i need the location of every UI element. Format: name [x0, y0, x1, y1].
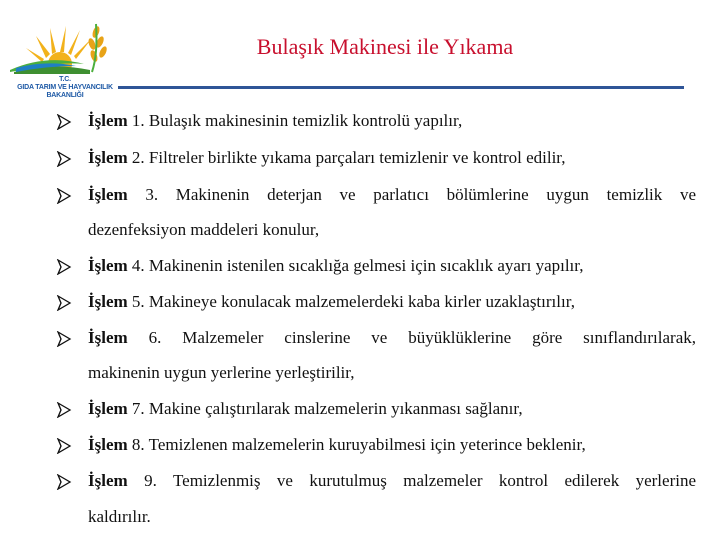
step-label: İşlem	[88, 399, 128, 418]
step-number: 4.	[131, 256, 145, 275]
step-item	[56, 255, 696, 277]
step-number: 3.	[145, 185, 159, 204]
step-label: İşlem	[88, 111, 128, 130]
step-description: Makinenin istenilen sıcaklığa gelmesi için sıcaklık ayarı yapılır,	[148, 256, 584, 275]
step-number: 6.	[148, 328, 162, 347]
step-text	[56, 110, 696, 132]
step-description: Temizlenmiş ve kurutulmuş malzemeler kontrol edilerek yerlerine	[172, 471, 697, 490]
step-label: İşlem	[88, 471, 128, 490]
step-item	[56, 327, 696, 349]
step-label: İşlem	[88, 328, 128, 347]
step-item	[56, 147, 696, 169]
logo-text-ministry: GIDA TARIM VE HAYVANCILIK	[17, 84, 113, 91]
step-label: İşlem	[88, 292, 128, 311]
step-number: 1.	[131, 111, 145, 130]
step-text	[56, 470, 696, 492]
step-text	[56, 398, 696, 420]
step-item	[56, 291, 696, 313]
step-item	[56, 434, 696, 456]
step-number: 8.	[131, 435, 145, 454]
step-number: 9.	[144, 471, 157, 490]
arrow-bullet-icon	[56, 147, 76, 169]
logo-emblem-icon	[6, 14, 124, 74]
step-continuation: kaldırılır.	[88, 507, 151, 526]
step-text	[56, 184, 696, 206]
arrow-bullet-icon	[56, 398, 76, 420]
step-continuation: makinenin uygun yerlerine yerleştirilir,	[88, 363, 355, 382]
logo-text-tc: T.C.	[59, 76, 71, 83]
step-number: 2.	[131, 148, 145, 167]
arrow-bullet-icon	[56, 184, 76, 206]
step-description: Makinenin deterjan ve parlatıcı bölümlerine uygun temizlik ve	[175, 185, 696, 204]
step-text	[56, 434, 696, 456]
step-item	[56, 184, 696, 206]
arrow-bullet-icon	[56, 255, 76, 277]
step-text	[56, 327, 696, 349]
arrow-bullet-icon	[56, 110, 76, 132]
step-number: 7.	[131, 399, 145, 418]
title-divider	[118, 86, 684, 89]
arrow-bullet-icon	[56, 470, 76, 492]
step-continuation: dezenfeksiyon maddeleri konulur,	[88, 220, 320, 239]
step-description: Malzemeler cinslerine ve büyüklüklerine göre sınıflandırılarak,	[182, 328, 696, 347]
step-label: İşlem	[88, 185, 128, 204]
step-description: Filtreler birlikte yıkama parçaları temizlenir ve kontrol edilir,	[148, 148, 566, 167]
step-label: İşlem	[88, 256, 128, 275]
arrow-bullet-icon	[56, 291, 76, 313]
arrow-bullet-icon	[56, 434, 76, 456]
step-text	[56, 291, 696, 313]
step-text	[56, 147, 696, 169]
step-label: İşlem	[88, 435, 128, 454]
step-item	[56, 398, 696, 420]
step-item	[56, 470, 696, 492]
step-text	[56, 255, 696, 277]
step-description: Makine çalıştırılarak malzemelerin yıkanması sağlanır,	[148, 399, 523, 418]
step-item	[56, 110, 696, 132]
step-number: 5.	[131, 292, 145, 311]
logo-text-bakanlik: BAKANLIĞI	[46, 92, 84, 99]
step-description: Temizlenen malzemelerin kuruyabilmesi için yeterince beklenir,	[148, 435, 586, 454]
step-description: Bulaşık makinesinin temizlik kontrolü yapılır,	[148, 111, 463, 130]
ministry-logo	[6, 14, 124, 106]
step-label: İşlem	[88, 148, 128, 167]
arrow-bullet-icon	[56, 327, 76, 349]
page-title: Bulaşık Makinesi ile Yıkama	[256, 34, 514, 59]
step-description: Makineye konulacak malzemelerdeki kaba kirler uzaklaştırılır,	[148, 292, 575, 311]
